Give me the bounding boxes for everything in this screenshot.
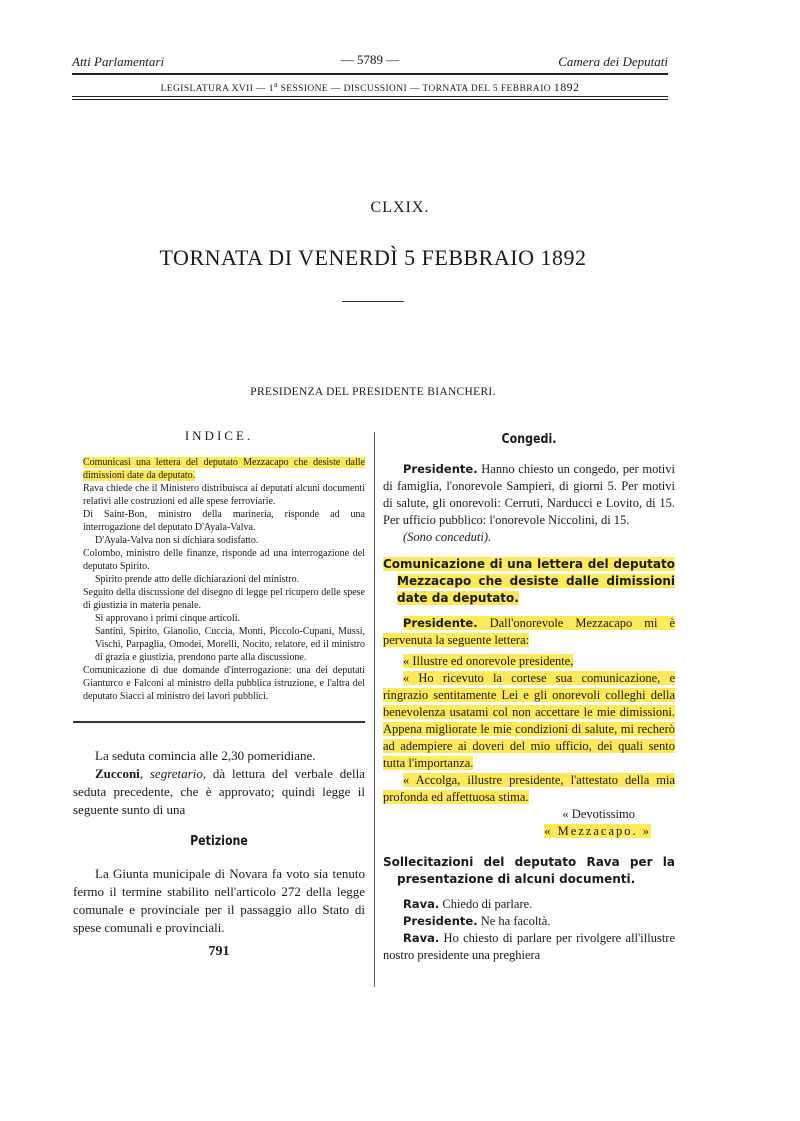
rava2-line	[383, 930, 675, 964]
index-entry: Si approvano i primi cinque articoli.	[95, 613, 240, 624]
pres2-highlight	[383, 616, 675, 647]
zucconi-name: Zucconi	[95, 766, 140, 781]
speaker-label: Presidente.	[403, 616, 478, 630]
index-entry: Spirito prende atto delle dichiarazioni del ministro.	[95, 574, 300, 585]
session-year: 1892	[553, 80, 580, 95]
rava1-text: Chiedo di parlare.	[439, 897, 533, 911]
petizione-text: La Giunta municipale di Novara fa voto sia tenuto fermo il termine stabilito nell'articolo 272 della legge comunale e provinciale per il passaggio allo Stato di spese comunali e provinciali.	[73, 866, 365, 935]
letter-body: « Ho ricevuto la cortese sua comunicazione, e ringrazio sentitamente Lei e gli onorevoli colleghi della benevolenza usatami col non accettare le mie dimissioni. Appena migliorate le mie condizioni di salute, mi recherò ad adempiere ai doveri del mio ufficio, dei quali sento tutta l'importanza.	[383, 671, 675, 770]
letter-salutation: « Illustre ed onorevole presidente,	[403, 654, 574, 668]
petizione-heading: Petizione	[190, 834, 248, 849]
left-column	[73, 428, 365, 961]
index-entry: Comunicazione di due domande d'interrogazione: una dei deputati Gianturco e Falconi al ministro della pubblica istruzione, e l'altra del deputato Siacci al ministro dei lavori pubblici.	[83, 665, 365, 702]
header-page-number: — 5789 —	[340, 52, 400, 67]
header-left: Atti Parlamentari	[72, 54, 165, 69]
index-heading: INDICE.	[184, 428, 254, 443]
session-line	[72, 80, 668, 95]
sitting-number: CLXIX.	[370, 199, 430, 216]
rava2-text: Ho chiesto di parlare per rivolgere all'illustre nostro presidente una preghiera	[383, 931, 675, 962]
letter-signature-line	[383, 823, 675, 840]
right-column	[383, 428, 675, 964]
sollecitazioni-heading: Sollecitazioni del deputato Rava per la presentazione di alcuni documenti.	[383, 855, 675, 886]
letter-line	[383, 772, 675, 806]
index-entry: D'Ayala-Valva non si dichiara sodisfatto.	[95, 535, 259, 546]
speaker-label: Rava.	[403, 931, 440, 945]
index-entry: Seguito della discussione del disegno di legge pel ricupero delle spese di giustizia in materia penale.	[83, 587, 365, 611]
index-end-rule	[73, 721, 365, 723]
speaker-label: Rava.	[403, 897, 440, 911]
index-entry-highlighted: Comunicasi una lettera del deputato Mezzacapo che desiste dalle dimissioni date da deputato.	[83, 457, 365, 481]
title-divider	[342, 301, 404, 302]
zucconi-text: , dà lettura del verbale della seduta precedente, che è approvato; quindi legge il seguente sunto di una	[73, 766, 365, 817]
speaker-label: Presidente.	[403, 462, 478, 476]
zucconi-role: segretario	[149, 766, 203, 781]
index-entry	[73, 456, 365, 482]
pres2-text: Dall'onorevole Mezzacapo mi è pervenuta la seguente lettera:	[383, 616, 675, 647]
header-rule-top	[72, 73, 668, 75]
presidency-line: PRESIDENZA DEL PRESIDENTE BIANCHERI.	[250, 386, 496, 398]
comunicazione-heading	[383, 556, 675, 607]
header-rule-bottom	[72, 99, 668, 100]
session-sup: a	[273, 80, 278, 89]
header-rule-mid	[72, 96, 668, 97]
speaker-label: Presidente.	[403, 914, 478, 928]
rava1-line	[383, 896, 675, 913]
session-line-b: SESSIONE — DISCUSSIONI — TORNATA DEL 5 FEBBRAIO	[277, 84, 554, 95]
index-entry: Rava chiede che il Ministero distribuisca ai deputati alcuni documenti relativi alle costruzioni ed alle spese ferroviarie.	[83, 483, 365, 507]
letter-line	[383, 670, 675, 772]
concessi-line	[383, 529, 675, 546]
congedi-heading: Congedi.	[501, 432, 557, 447]
congedi-text: Hanno chiesto un congedo, per motivi di famiglia, l'onorevole Sampieri, di giorni 5. Per motivi di salute, gli onorevoli: Cerruti, Narducci e Lovito, di 15. Per ufficio pubblico: l'onorevole Niccolini, di 15.	[383, 462, 675, 527]
comunicazione-heading-text: Comunicazione di una lettera del deputato Mezzacapo che desiste dalle dimissioni date da deputato.	[383, 557, 675, 605]
concessi-text: (Sono conceduti).	[403, 530, 492, 544]
pres3-line	[383, 913, 675, 930]
page-number: 791	[208, 944, 230, 959]
congedi-paragraph	[383, 461, 675, 529]
letter-line	[383, 653, 675, 670]
session-line-a: LEGISLATURA XVII — 1	[160, 84, 274, 95]
zucconi-paragraph: Zucconi, segretario, dà lettura del verbale della seduta precedente, che è approvato; quindi legge il seguente sunto di una	[73, 766, 365, 817]
header-right: Camera dei Deputati	[558, 54, 668, 69]
index-list	[73, 456, 365, 703]
sitting-title: TORNATA DI VENERDÌ 5 FEBBRAIO 1892	[159, 245, 587, 270]
seduta-line: La seduta comincia alle 2,30 pomeridiane.	[95, 748, 316, 763]
letter-devot: « Devotissimo	[562, 807, 635, 821]
left-body	[73, 747, 365, 961]
index-entry: Di Saint-Bon, ministro della marineria, risponde ad una interrogazione del deputato D'Ayala-Valva.	[83, 509, 365, 533]
index-entry: Santini, Spirito, Gianolio, Cuccia, Monti, Piccolo-Cupani, Mussi, Vischi, Parpaglia, Omodei, Morelli, Nocito, relatore, ed il ministro di grazia e giustizia, prendono parte alla discussione.	[95, 626, 365, 663]
letter-closing: « Accolga, illustre presidente, l'attestato della mia profonda ed affettuosa stima.	[383, 773, 675, 804]
column-divider	[374, 432, 375, 987]
running-header	[72, 52, 668, 72]
letter-signature: « Mezzacapo. »	[544, 824, 651, 838]
pres2-paragraph	[383, 615, 675, 649]
index-entry: Colombo, ministro delle finanze, risponde ad una interrogazione del deputato Spirito.	[83, 548, 365, 572]
pres3-text: Ne ha facoltà.	[477, 914, 551, 928]
